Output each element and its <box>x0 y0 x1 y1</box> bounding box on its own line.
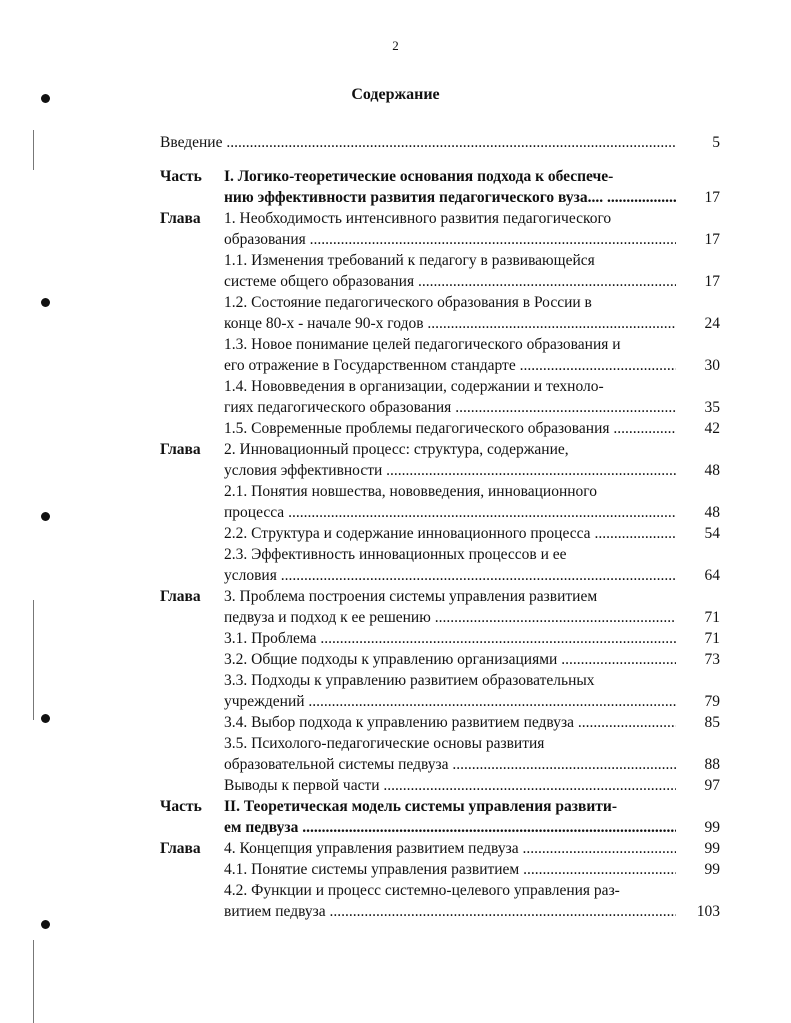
toc-entry <box>160 859 720 880</box>
binder-hole-dot <box>41 714 50 723</box>
toc-entry <box>160 166 720 208</box>
toc-entry-text: условия эффективности ..... <box>224 460 676 481</box>
toc-entry-text: образовательной системы педвуза ..... <box>224 754 676 775</box>
toc-entry-text: учреждений ..... <box>224 691 676 712</box>
toc-entry <box>160 544 720 586</box>
toc-entry-page: 71 <box>704 609 720 626</box>
binder-hole-dot <box>41 94 50 103</box>
toc-entry <box>160 775 720 796</box>
toc-entry-page: 30 <box>704 357 720 374</box>
toc-entry <box>160 439 720 481</box>
toc-entry <box>160 586 720 628</box>
toc-entry-page: 99 <box>704 861 720 878</box>
toc-entry <box>160 292 720 334</box>
toc-entry-text: Выводы к первой части ..... <box>224 775 676 796</box>
toc-entry-text: II. Теоретическая модель системы управления развити- <box>224 798 618 815</box>
toc-entry-text: 3. Проблема построения системы управления развитием <box>224 588 598 605</box>
binder-hole-dot <box>41 920 50 929</box>
toc-entry-page: 5 <box>712 134 720 151</box>
toc-entry-text: 2.1. Понятия новшества, нововведения, инновационного <box>224 483 598 500</box>
scan-edge-mark <box>33 130 34 170</box>
toc-entry-page: 88 <box>704 756 720 773</box>
toc-entry <box>160 796 720 838</box>
toc-entry-page: 99 <box>704 819 720 836</box>
toc-entry <box>160 132 720 153</box>
toc-entry-text: гиях педагогического образования ..... <box>224 397 676 418</box>
toc-entry <box>160 649 720 670</box>
toc-entry-page: 17 <box>704 273 720 290</box>
toc-entry-page: 48 <box>704 504 720 521</box>
binder-hole-dot <box>41 512 50 521</box>
toc-entry-text: процесса ..... <box>224 502 676 523</box>
toc-entry-text: 1.5. Современные проблемы педагогического образования ..... <box>224 418 676 439</box>
table-of-contents <box>160 132 720 922</box>
toc-entry-page: 99 <box>704 840 720 857</box>
toc-entry-label: Глава <box>160 210 201 227</box>
toc-entry-text: 1. Необходимость интенсивного развития педагогического <box>224 210 612 227</box>
toc-entry-text: 1.2. Состояние педагогического образования в России в <box>224 294 592 311</box>
page-title: Содержание <box>351 86 440 103</box>
toc-entry <box>160 712 720 733</box>
toc-entry <box>160 733 720 775</box>
toc-entry <box>160 628 720 649</box>
toc-entry <box>160 334 720 376</box>
toc-entry-label: Глава <box>160 441 201 458</box>
toc-entry <box>160 838 720 859</box>
toc-entry-text: 4.1. Понятие системы управления развитием ..... <box>224 859 676 880</box>
toc-entry-text: 3.2. Общие подходы к управлению организациями ..... <box>224 649 676 670</box>
toc-entry-label: Глава <box>160 588 201 605</box>
toc-entry <box>160 670 720 712</box>
toc-entry-page: 79 <box>704 693 720 710</box>
toc-entry-page: 17 <box>704 231 720 248</box>
toc-entry-text: I. Логико-теоретические основания подхода к обеспече- <box>224 168 614 185</box>
scan-edge-mark <box>33 600 34 720</box>
toc-entry-page: 17 <box>704 189 720 206</box>
toc-entry-label: Часть <box>160 798 202 815</box>
toc-entry-page: 71 <box>704 630 720 647</box>
toc-entry-text: 1.1. Изменения требований к педагогу в развивающейся <box>224 252 595 269</box>
toc-entry-text: 3.1. Проблема ..... <box>224 628 676 649</box>
toc-entry-page: 42 <box>704 420 720 437</box>
toc-entry-text: 1.3. Новое понимание целей педагогического образования и <box>224 336 621 353</box>
toc-entry-text: Введение ..... <box>160 132 676 153</box>
toc-entry-text: педвуза и подход к ее решению ..... <box>224 607 676 628</box>
scan-edge-mark <box>33 940 34 1023</box>
toc-entry-label: Глава <box>160 840 201 857</box>
toc-entry-page: 48 <box>704 462 720 479</box>
toc-entry-text: его отражение в Государственном стандарте ..... <box>224 355 676 376</box>
toc-entry <box>160 208 720 250</box>
toc-entry-text: конце 80-х - начале 90-х годов ..... <box>224 313 676 334</box>
toc-entry-text: 1.4. Нововведения в организации, содержании и техноло- <box>224 378 604 395</box>
toc-entry-text: условия ..... <box>224 565 676 586</box>
page-number: 2 <box>392 38 399 53</box>
toc-entry-page: 103 <box>696 903 720 920</box>
toc-entry-page: 85 <box>704 714 720 731</box>
toc-entry-text: образования ..... <box>224 229 676 250</box>
toc-entry-text: ем педвуза ..... <box>224 817 676 838</box>
toc-entry-label: Часть <box>160 168 202 185</box>
toc-entry <box>160 250 720 292</box>
toc-entry-page: 54 <box>704 525 720 542</box>
toc-entry-text: 4. Концепция управления развитием педвуза ..... <box>224 838 676 859</box>
toc-entry-text: 2. Инновационный процесс: структура, содержание, <box>224 441 569 458</box>
toc-entry-page: 73 <box>704 651 720 668</box>
toc-entry-text: 3.5. Психолого-педагогические основы развития <box>224 735 545 752</box>
toc-entry-page: 97 <box>704 777 720 794</box>
toc-entry-text: 2.2. Структура и содержание инновационного процесса ..... <box>224 523 676 544</box>
toc-entry <box>160 880 720 922</box>
toc-entry <box>160 481 720 523</box>
toc-entry <box>160 418 720 439</box>
toc-entry-text: нию эффективности развития педагогического вуза.... ..... <box>224 187 676 208</box>
toc-entry-page: 35 <box>704 399 720 416</box>
binder-hole-dot <box>41 298 50 307</box>
toc-entry-page: 64 <box>704 567 720 584</box>
toc-entry-page: 24 <box>704 315 720 332</box>
toc-entry-text: 3.4. Выбор подхода к управлению развитием педвуза ..... <box>224 712 676 733</box>
toc-entry-text: витием педвуза ..... <box>224 901 676 922</box>
toc-entry-text: 4.2. Функции и процесс системно-целевого управления раз- <box>224 882 620 899</box>
toc-entry <box>160 523 720 544</box>
toc-entry <box>160 376 720 418</box>
toc-entry-text: 3.3. Подходы к управлению развитием образовательных <box>224 672 595 689</box>
toc-entry-text: 2.3. Эффективность инновационных процессов и ее <box>224 546 567 563</box>
toc-entry-text: системе общего образования ..... <box>224 271 676 292</box>
